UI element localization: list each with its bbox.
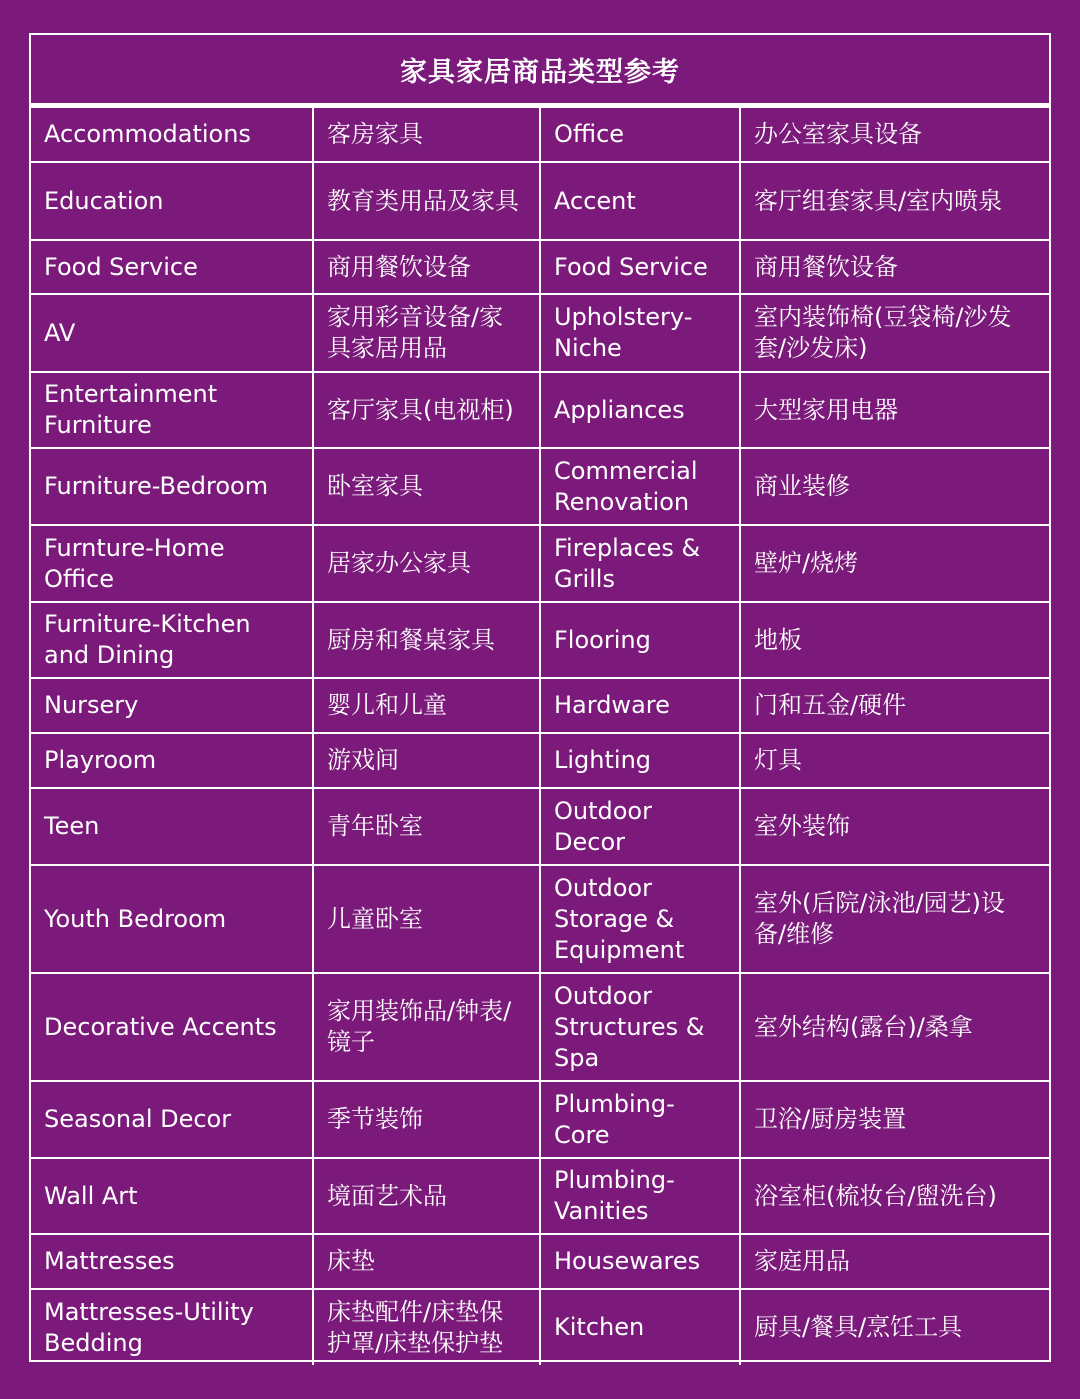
category-en-cell: Youth Bedroom: [31, 865, 313, 973]
category-en-cell: Furniture-Kitchen and Dining: [31, 602, 313, 678]
category-zh-cell: 客厅家具(电视柜): [313, 372, 540, 448]
category-zh-2-cell: 室外(后院/泳池/园艺)设备/维修: [740, 865, 1049, 973]
table-row: [31, 294, 1049, 372]
category-zh-2-cell: 壁炉/烧烤: [740, 525, 1049, 602]
table-row: [31, 1234, 1049, 1289]
category-zh-cell: 境面艺术品: [313, 1158, 540, 1234]
category-zh-2-cell: 大型家用电器: [740, 372, 1049, 448]
table-row: [31, 1158, 1049, 1234]
category-en-2-cell: Hardware: [540, 678, 740, 733]
category-zh-2-cell: 商业装修: [740, 448, 1049, 525]
category-zh-2-cell: 客厅组套家具/室内喷泉: [740, 162, 1049, 240]
table-row: [31, 1289, 1049, 1365]
table-row: [31, 865, 1049, 973]
category-en-2-cell: Plumbing-Vanities: [540, 1158, 740, 1234]
category-zh-cell: 商用餐饮设备: [313, 240, 540, 294]
category-zh-cell: 床垫: [313, 1234, 540, 1289]
category-zh-cell: 儿童卧室: [313, 865, 540, 973]
category-zh-cell: 客房家具: [313, 108, 540, 162]
table-row: [31, 1081, 1049, 1158]
category-zh-2-cell: 办公室家具设备: [740, 108, 1049, 162]
table-row: [31, 678, 1049, 733]
category-en-2-cell: Commercial Renovation: [540, 448, 740, 525]
category-en-2-cell: Office: [540, 108, 740, 162]
table-title: 家具家居商品类型参考: [31, 35, 1049, 108]
category-en-2-cell: Accent: [540, 162, 740, 240]
category-en-cell: Teen: [31, 788, 313, 865]
category-zh-2-cell: 灯具: [740, 733, 1049, 788]
table-row: [31, 525, 1049, 602]
category-table: [29, 33, 1051, 1362]
category-zh-2-cell: 室内装饰椅(豆袋椅/沙发套/沙发床): [740, 294, 1049, 372]
category-zh-2-cell: 浴室柜(梳妆台/盥洗台): [740, 1158, 1049, 1234]
category-en-cell: Entertainment Furniture: [31, 372, 313, 448]
table-row: [31, 162, 1049, 240]
category-zh-2-cell: 门和五金/硬件: [740, 678, 1049, 733]
table-row: [31, 973, 1049, 1081]
category-en-2-cell: Fireplaces & Grills: [540, 525, 740, 602]
table-row: [31, 240, 1049, 294]
category-en-2-cell: Plumbing-Core: [540, 1081, 740, 1158]
table-row: [31, 108, 1049, 162]
category-en-cell: Nursery: [31, 678, 313, 733]
category-zh-cell: 青年卧室: [313, 788, 540, 865]
table-row: [31, 602, 1049, 678]
category-zh-2-cell: 厨具/餐具/烹饪工具: [740, 1289, 1049, 1365]
category-en-2-cell: Upholstery-Niche: [540, 294, 740, 372]
category-en-cell: Mattresses: [31, 1234, 313, 1289]
category-en-cell: Decorative Accents: [31, 973, 313, 1081]
category-en-2-cell: Outdoor Structures & Spa: [540, 973, 740, 1081]
category-zh-2-cell: 地板: [740, 602, 1049, 678]
category-zh-cell: 教育类用品及家具: [313, 162, 540, 240]
category-zh-cell: 家用彩音设备/家具家居用品: [313, 294, 540, 372]
category-zh-cell: 卧室家具: [313, 448, 540, 525]
category-zh-cell: 家用装饰品/钟表/镜子: [313, 973, 540, 1081]
category-en-cell: Accommodations: [31, 108, 313, 162]
category-en-cell: Furnture-Home Office: [31, 525, 313, 602]
category-en-2-cell: Food Service: [540, 240, 740, 294]
category-zh-cell: 季节装饰: [313, 1081, 540, 1158]
category-en-cell: AV: [31, 294, 313, 372]
category-zh-cell: 厨房和餐桌家具: [313, 602, 540, 678]
category-en-2-cell: Lighting: [540, 733, 740, 788]
table-row: [31, 733, 1049, 788]
category-en-2-cell: Outdoor Storage & Equipment: [540, 865, 740, 973]
category-en-cell: Mattresses-Utility Bedding: [31, 1289, 313, 1365]
table-row: [31, 372, 1049, 448]
category-zh-cell: 床垫配件/床垫保护罩/床垫保护垫: [313, 1289, 540, 1365]
category-en-cell: Education: [31, 162, 313, 240]
category-en-cell: Furniture-Bedroom: [31, 448, 313, 525]
category-en-2-cell: Flooring: [540, 602, 740, 678]
category-en-cell: Wall Art: [31, 1158, 313, 1234]
category-grid: [31, 108, 1049, 1365]
category-zh-2-cell: 室外装饰: [740, 788, 1049, 865]
category-zh-cell: 婴儿和儿童: [313, 678, 540, 733]
category-zh-2-cell: 家庭用品: [740, 1234, 1049, 1289]
category-en-2-cell: Appliances: [540, 372, 740, 448]
table-row: [31, 448, 1049, 525]
category-zh-2-cell: 卫浴/厨房装置: [740, 1081, 1049, 1158]
category-zh-2-cell: 室外结构(露台)/桑拿: [740, 973, 1049, 1081]
category-en-cell: Playroom: [31, 733, 313, 788]
category-en-2-cell: Kitchen: [540, 1289, 740, 1365]
category-en-cell: Food Service: [31, 240, 313, 294]
category-en-2-cell: Housewares: [540, 1234, 740, 1289]
category-en-2-cell: Outdoor Decor: [540, 788, 740, 865]
category-en-cell: Seasonal Decor: [31, 1081, 313, 1158]
category-zh-cell: 居家办公家具: [313, 525, 540, 602]
table-row: [31, 788, 1049, 865]
category-zh-2-cell: 商用餐饮设备: [740, 240, 1049, 294]
category-zh-cell: 游戏间: [313, 733, 540, 788]
